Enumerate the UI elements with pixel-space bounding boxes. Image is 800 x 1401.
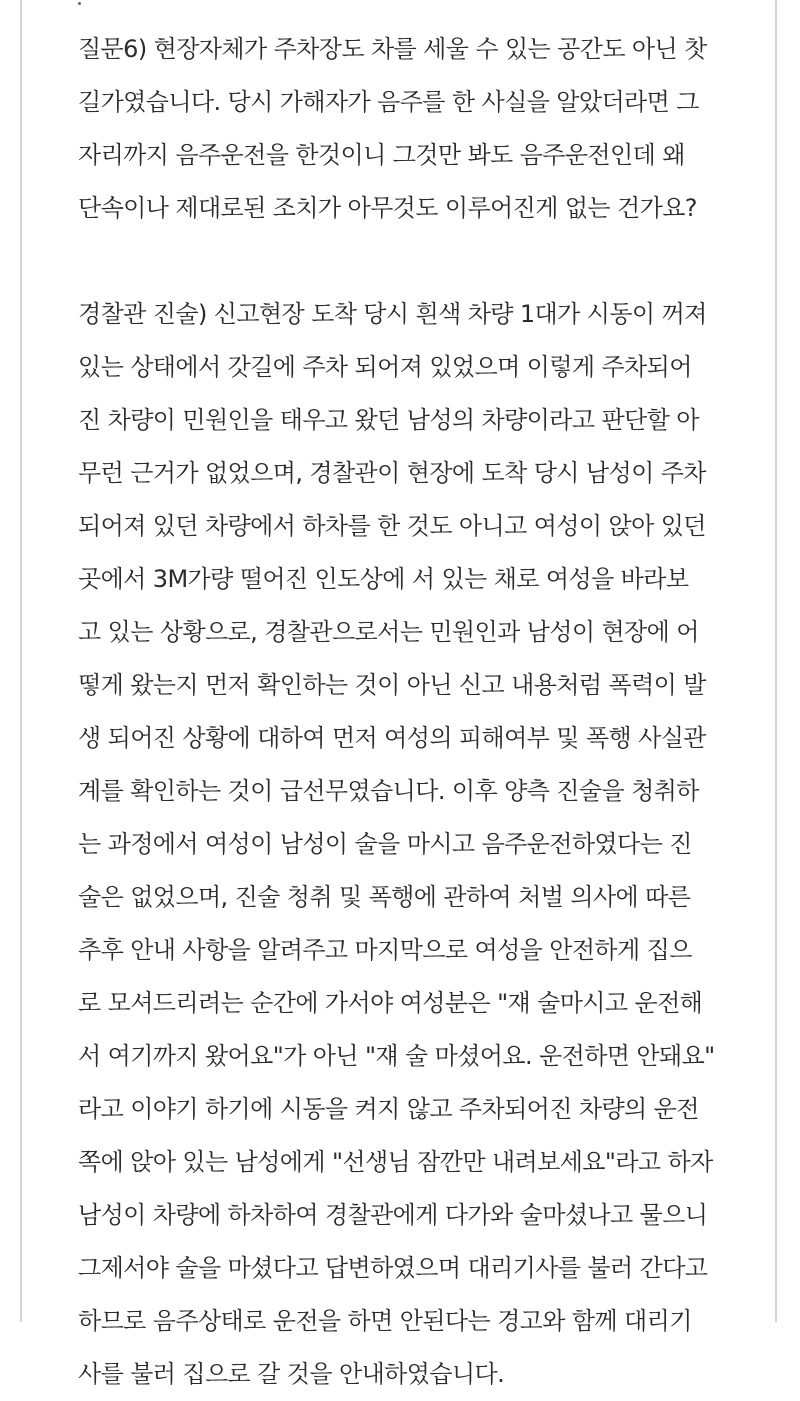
paragraph-gap	[78, 235, 778, 288]
text-line: 진 차량이 민원인을 태우고 왔던 남성의 차량이라고 판단할 아	[78, 406, 699, 434]
text-line: 무런 근거가 없었으며, 경찰관이 현장에 도착 당시 남성이 주차	[78, 459, 706, 487]
text-line: 고 있는 상황으로, 경찰관으로서는 민원인과 남성이 현장에 어	[78, 618, 699, 646]
text-line: 경찰관 진술) 신고현장 도착 당시 흰색 차량 1대가 시동이 꺼져	[78, 300, 707, 328]
text-line: 단속이나 제대로된 조치가 아무것도 이루어진게 없는 건가요?	[78, 194, 697, 222]
text-line: 사를 불러 집으로 갈 것을 안내하였습니다.	[78, 1360, 505, 1388]
text-line: 곳에서 3M가량 떨어진 인도상에 서 있는 채로 여성을 바라보	[78, 565, 689, 593]
text-line: 쪽에 앉아 있는 남성에게 "선생님 잠깐만 내려보세요"라고 하자	[78, 1148, 713, 1176]
article-text	[78, 23, 778, 1401]
text-line: 는 과정에서 여성이 남성이 술을 마시고 음주운전하였다는 진	[78, 830, 692, 858]
text-line: 떻게 왔는지 먼저 확인하는 것이 아닌 신고 내용처럼 폭력이 발	[78, 671, 706, 699]
content-frame	[20, 0, 777, 1388]
text-line: 라고 이야기 하기에 시동을 켜지 않고 주차되어진 차량의 운전	[78, 1095, 699, 1123]
text-line: 남성이 차량에 하차하여 경찰관에게 다가와 술마셨나고 물으니	[78, 1201, 708, 1229]
text-line: 술은 없었으며, 진술 청취 및 폭행에 관하여 처벌 의사에 따른	[78, 883, 691, 911]
text-line: 되어져 있던 차량에서 하차를 한 것도 아니고 여성이 앉아 있던	[78, 512, 706, 540]
text-line: 길가였습니다. 당시 가해자가 음주를 한 사실을 알았더라면 그	[78, 88, 699, 116]
text-line: 하므로 음주상태로 운전을 하면 안된다는 경고와 함께 대리기	[78, 1307, 692, 1335]
question-paragraph	[78, 23, 778, 235]
text-line: 서 여기까지 왔어요"가 아닌 "쟤 술 마셨어요. 운전하면 안돼요"	[78, 1042, 715, 1070]
text-line: 있는 상태에서 갓길에 주차 되어져 있었으며 이렇게 주차되어	[78, 353, 692, 381]
text-line: 생 되어진 상황에 대하여 먼저 여성의 피해여부 및 폭행 사실관	[78, 724, 706, 752]
text-line: 질문6) 현장자체가 주차장도 차를 세울 수 있는 공간도 아닌 찻	[78, 35, 707, 63]
text-line: 추후 안내 사항을 알려주고 마지막으로 여성을 안전하게 집으	[78, 936, 692, 964]
bullet-dot	[78, 2, 81, 5]
text-line: 로 모셔드리려는 순간에 가서야 여성분은 "쟤 술마시고 운전해	[78, 989, 703, 1017]
text-line: 자리까지 음주운전을 한것이니 그것만 봐도 음주운전인데 왜	[78, 141, 685, 169]
police-statement-paragraph	[78, 288, 778, 1401]
text-line: 계를 확인하는 것이 급선무였습니다. 이후 양측 진술을 청취하	[78, 777, 699, 805]
text-line: 그제서야 술을 마셨다고 답변하였으며 대리기사를 불러 간다고	[78, 1254, 708, 1282]
